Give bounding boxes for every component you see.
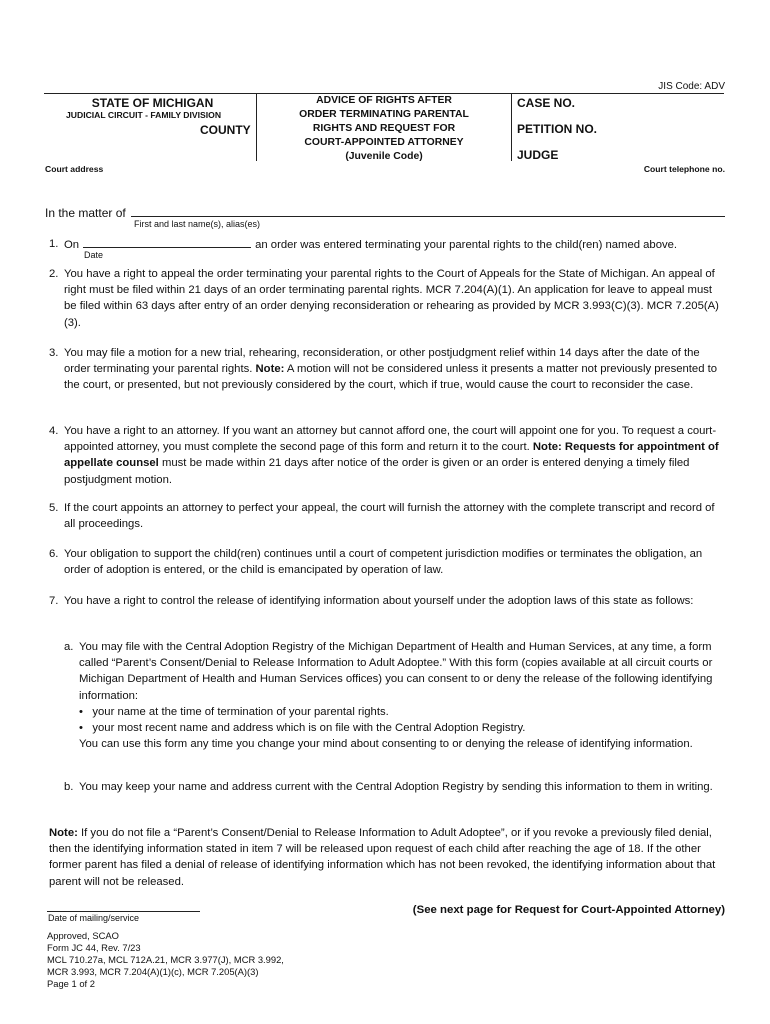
header-divider <box>511 94 512 161</box>
item-7 <box>49 593 725 609</box>
order-date-field[interactable] <box>83 236 251 248</box>
petition-number-field[interactable]: PETITION NO. <box>517 122 598 136</box>
court-address-label: Court address <box>45 164 104 174</box>
item-number: 6. <box>49 548 59 560</box>
item-text: You may keep your name and address current with the Central Adoption Registry by sending this information to them in writing. <box>79 781 713 793</box>
item-text: You can use this form any time you change your mind about consenting to or denying the release of identifying information. <box>79 738 693 751</box>
mailing-date-field[interactable] <box>47 911 200 912</box>
note-label: Note: <box>255 363 285 376</box>
item-bold-text: Requests for appointment of appellate counsel <box>64 441 719 470</box>
address-row <box>45 164 725 174</box>
see-next-page: (See next page for Request for Court-Appointed Attorney) <box>412 904 725 916</box>
item-1 <box>49 236 725 253</box>
item-5 <box>49 500 725 532</box>
item-text: must be made within 21 days after notice of the order is given or an order is entered denying a timely filed postjudgment motion. <box>64 457 690 486</box>
judge-field[interactable]: JUDGE <box>517 148 559 162</box>
item-number: a. <box>64 641 74 653</box>
item-6 <box>49 546 725 578</box>
bullet-text: your name at the time of termination of your parental rights. <box>92 705 389 718</box>
item-7b <box>64 779 726 795</box>
footer-line: Page 1 of 2 <box>47 978 95 990</box>
bullet-item: • your most recent name and address which is on file with the Central Adoption Registry. <box>79 722 526 735</box>
matter-label: In the matter of <box>45 206 126 220</box>
note-paragraph <box>49 825 725 890</box>
footer-line: Approved, SCAO <box>47 930 119 941</box>
item-text: You may file a motion for a new trial, rehearing, reconsideration, or other postjudgment relief within 14 days after the date of the order terminating your parental rights. <box>64 347 700 376</box>
court-phone-label: Court telephone no. <box>643 164 725 174</box>
form-subtitle: (Juvenile Code) <box>345 151 423 162</box>
footer-line: MCR 3.993, MCR 7.204(A)(1)(c), MCR 7.205(A)(3) <box>47 966 259 978</box>
bullet-item: • your name at the time of termination of your parental rights. <box>79 705 389 718</box>
item-text: You have a right to an attorney. If you want an attorney but cannot afford one, the court will appoint one for you. To request a court-appointed attorney, you must complete the second page of this form and return it to the court. <box>64 425 717 454</box>
item-text: You have a right to control the release of identifying information about yourself under the adoption laws of this state as follows: <box>64 595 694 607</box>
item-4 <box>49 423 725 488</box>
item-text: You have a right to appeal the order terminating your parental rights to the Court of Appeals for the State of Michigan. An appeal of right must be filed within 21 days of an order terminating parental rights. MCR 7.204(A)(1). An application for leave to appeal must be filed within 63 days after entry of an order denying reconsideration or rehearing as provided by MCR 3.993(C)(3). MCR 7.205(A)(3). <box>64 268 719 329</box>
form-title-line: ORDER TERMINATING PARENTAL <box>299 109 469 120</box>
case-number-field[interactable]: CASE NO. <box>517 96 576 110</box>
item-text: Your obligation to support the child(ren) continues until a court of competent jurisdiction modifies or terminates the obligation, an order of adoption is entered, or the child is emancipated by operation of law. <box>64 548 703 577</box>
form-title-line: COURT-APPOINTED ATTORNEY <box>304 137 464 148</box>
matter-name-field[interactable] <box>131 216 725 217</box>
item-text: On <box>64 239 80 251</box>
date-caption: Date <box>84 250 104 260</box>
item-2 <box>49 266 725 331</box>
note-label: Note: <box>49 827 78 839</box>
item-number: 4. <box>49 425 59 437</box>
form-title-line: ADVICE OF RIGHTS AFTER <box>316 95 452 106</box>
item-7a <box>64 639 726 752</box>
note-label: Note: <box>532 441 562 454</box>
item-3 <box>49 345 725 394</box>
item-number: 3. <box>49 347 59 359</box>
item-number: 1. <box>49 238 59 250</box>
names-caption: First and last name(s), alias(es) <box>134 219 261 229</box>
state-name: STATE OF MICHIGAN <box>91 96 214 110</box>
note-text: If you do not file a “Parent’s Consent/Denial to Release Information to Adult Adoptee”, or if you revoke a previously filed denial, then the identifying information stated in item 7 will be released upon request of each child after reaching the age of 18. If the other former parent has filed a denial of release of identifying information which has not been revoked, the identifying information about that parent will not be released. <box>49 827 716 888</box>
mailing-caption: Date of mailing/service <box>48 913 140 923</box>
item-number: 7. <box>49 595 59 607</box>
county-label: COUNTY <box>200 123 251 137</box>
item-text: A motion will not be considered unless it presents a matter not previously presented to the court, or presented, but not previously considered by the court, which if true, would cause the court to reconsider the case. <box>64 363 718 392</box>
footer-line: Form JC 44, Rev. 7/23 <box>47 942 141 954</box>
jis-code: JIS Code: ADV <box>658 81 725 92</box>
item-number: 2. <box>49 268 59 280</box>
item-text: If the court appoints an attorney to perfect your appeal, the court will furnish the attorney with the complete transcript and record of all proceedings. <box>64 502 715 531</box>
item-number: 5. <box>49 502 59 514</box>
form-footer <box>47 930 284 990</box>
item-text: You may file with the Central Adoption Registry of the Michigan Department of Health and Human Services, at any time, a form called “Parent’s Consent/Denial to Release Information to Adult Adoptee.” With this form (copies available at all circuit courts or Michigan Department of Health and Human Services offices) you can consent to or deny the release of the following identifying information: <box>79 641 713 702</box>
bullet-text: your most recent name and address which is on file with the Central Adoption Registry. <box>92 722 526 735</box>
form-title <box>258 94 510 164</box>
item-number: b. <box>64 781 74 793</box>
item-text: an order was entered terminating your parental rights to the child(ren) named above. <box>255 239 678 251</box>
circuit-label: JUDICIAL CIRCUIT - FAMILY DIVISION <box>66 110 222 120</box>
form-title-line: RIGHTS AND REQUEST FOR <box>312 123 456 134</box>
footer-line: MCL 710.27a, MCL 712A.21, MCR 3.977(J), MCR 3.992, <box>47 954 284 966</box>
